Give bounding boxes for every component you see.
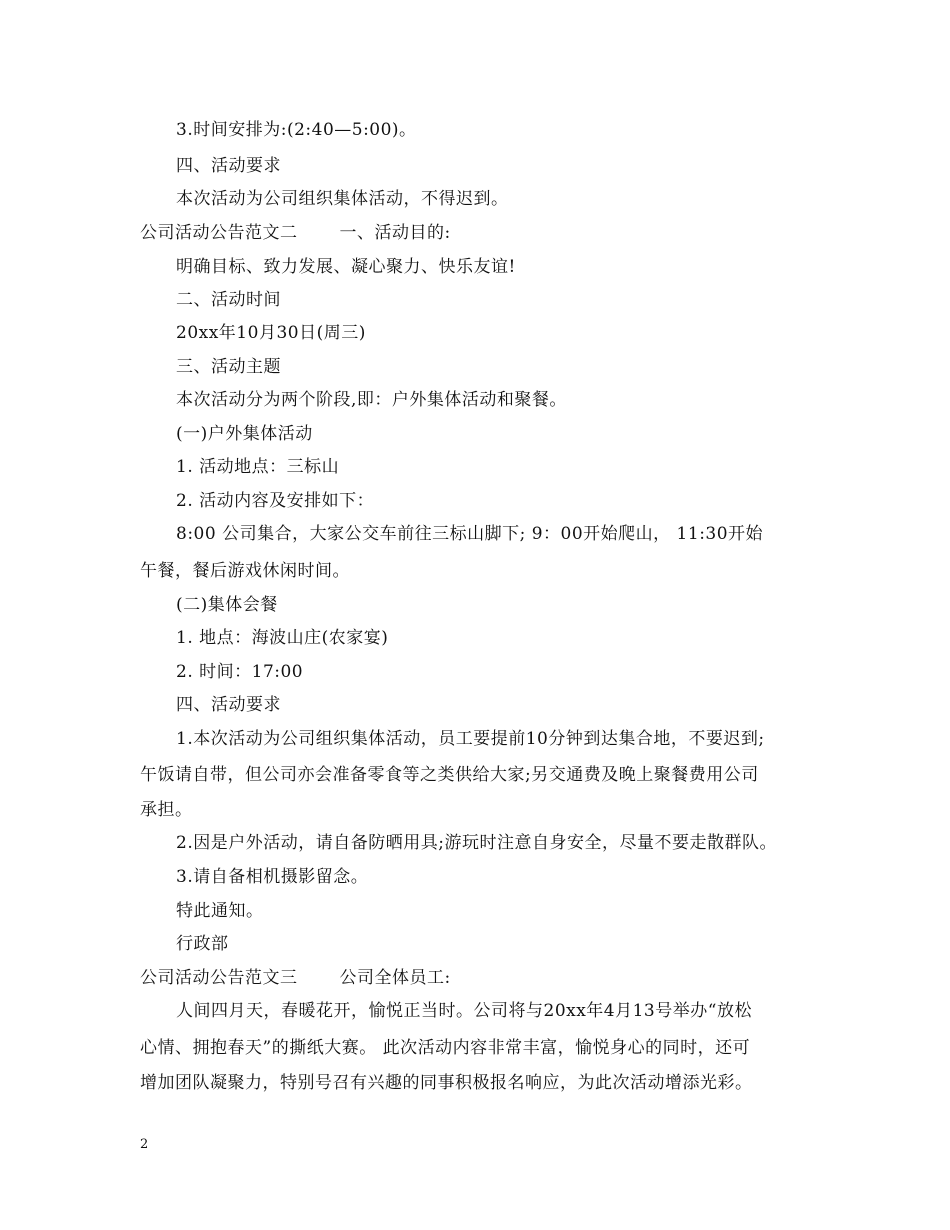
subsection-heading: (二)集体会餐	[176, 595, 278, 615]
text-line: 2.因是户外活动，请自备防晒用具;游玩时注意自身安全，尽量不要走散群队。	[176, 833, 777, 853]
text-line: 本次活动为公司组织集体活动，不得迟到。	[176, 189, 509, 209]
salutation: 公司全体员工:	[339, 968, 451, 988]
section-heading: 二、活动时间	[176, 290, 281, 310]
section-heading: 一、活动目的:	[339, 223, 451, 243]
article-title: 公司活动公告范文二	[140, 223, 298, 243]
text-line: 本次活动分为两个阶段,即：户外集体活动和聚餐。	[176, 390, 567, 410]
text-line: 午饭请自带，但公司亦会准备零食等之类供给大家;另交通费及晚上聚餐费用公司	[140, 765, 759, 785]
text-line: 心情、拥抱春天”的撕纸大赛。 此次活动内容非常丰富，愉悦身心的同时，还可	[140, 1038, 751, 1058]
list-item: 1. 活动地点：三标山	[176, 457, 340, 477]
text-line: 特此通知。	[176, 901, 264, 921]
text-line: 承担。	[140, 800, 193, 820]
list-item: 1. 地点：海波山庄(农家宴)	[176, 628, 389, 648]
page-number: 2	[140, 1137, 149, 1152]
article-title-line	[140, 222, 451, 244]
section-heading: 三、活动主题	[176, 357, 281, 377]
subsection-heading: (一)户外集体活动	[176, 424, 313, 444]
list-item: 2. 时间：17:00	[176, 662, 304, 682]
text-line: 3.请自备相机摄影留念。	[176, 867, 369, 887]
text-line: 1.本次活动为公司组织集体活动，员工要提前10分钟到达集合地，不要迟到;	[176, 729, 765, 749]
text-line: 增加团队凝聚力，特别号召有兴趣的同事积极报名响应，为此次活动增添光彩。	[140, 1073, 753, 1093]
text-line: 8:00 公司集合，大家公交车前往三标山脚下; 9：00开始爬山， 11:30开始	[176, 524, 764, 544]
text-line: 明确目标、致力发展、凝心聚力、快乐友谊!	[176, 257, 516, 277]
text-line: 人间四月天，春暖花开，愉悦正当时。公司将与20xx年4月13号举办“放松	[176, 1001, 752, 1021]
signature-line: 行政部	[176, 934, 229, 954]
text-line: 3.时间安排为:(2:40—5:00)。	[176, 120, 417, 140]
article-title: 公司活动公告范文三	[140, 968, 298, 988]
section-heading: 四、活动要求	[176, 156, 281, 176]
text-line: 20xx年10月30日(周三)	[176, 323, 366, 343]
text-line: 午餐，餐后游戏休闲时间。	[140, 561, 350, 581]
list-item: 2. 活动内容及安排如下：	[176, 491, 375, 511]
article-title-line	[140, 967, 451, 989]
section-heading: 四、活动要求	[176, 695, 281, 715]
